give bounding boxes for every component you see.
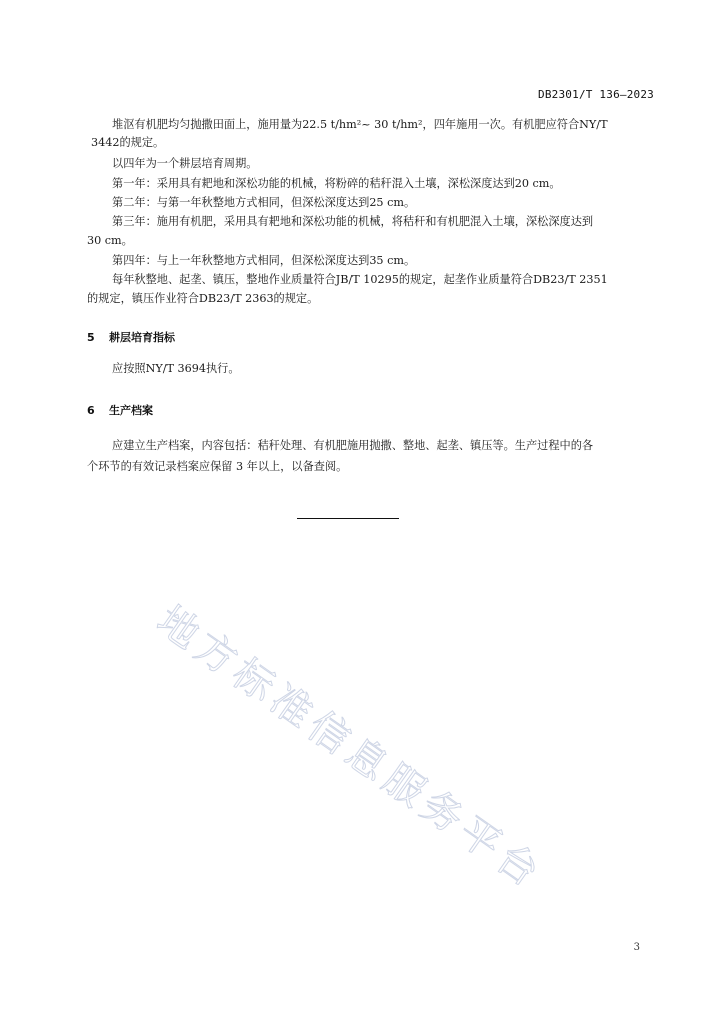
page-number: 3 xyxy=(633,942,640,953)
paragraph-line: 第四年：与上一年秋整地方式相同，但深松深度达到35 cm。 xyxy=(112,254,416,267)
paragraph-line: 每年秋整地、起垄、镇压，整地作业质量符合JB/T 10295的规定，起垄作业质量符合DB23/T 2351 xyxy=(112,273,608,286)
paragraph-line: 个环节的有效记录档案应保留 3 年以上，以备查阅。 xyxy=(87,460,348,473)
section-number: 6 xyxy=(87,404,95,417)
section-title: 生产档案 xyxy=(109,404,153,417)
document-code: DB2301/T 136—2023 xyxy=(538,88,654,101)
paragraph-line: 的规定，镇压作业符合DB23/T 2363的规定。 xyxy=(87,292,319,305)
section-number: 5 xyxy=(87,331,95,344)
section-heading-5 xyxy=(87,329,175,345)
paragraph-line: 30 cm。 xyxy=(87,234,133,247)
end-rule xyxy=(297,518,399,519)
section-heading-6 xyxy=(87,402,153,418)
paragraph-line: 第一年：采用具有耙地和深松功能的机械，将粉碎的秸秆混入土壤，深松深度达到20 cm。 xyxy=(112,177,561,190)
paragraph-line: 堆沤有机肥均匀抛撒田面上，施用量为22.5 t/hm²~ 30 t/hm²，四年施用一次。有机肥应符合NY/T xyxy=(112,118,608,131)
section-title: 耕层培育指标 xyxy=(109,331,175,344)
watermark: 地方标准信息服务平台 xyxy=(148,597,552,899)
paragraph-line: 3442的规定。 xyxy=(91,136,165,149)
paragraph-line: 应建立生产档案，内容包括：秸秆处理、有机肥施用抛撒、整地、起垄、镇压等。生产过程中的各 xyxy=(112,439,594,452)
paragraph-line: 第二年：与第一年秋整地方式相同，但深松深度达到25 cm。 xyxy=(112,196,416,209)
paragraph-line: 第三年：施用有机肥，采用具有耙地和深松功能的机械，将秸秆和有机肥混入土壤，深松深度达到 xyxy=(112,215,594,228)
paragraph-line: 应按照NY/T 3694执行。 xyxy=(112,362,240,375)
paragraph-line: 以四年为一个耕层培育周期。 xyxy=(112,157,258,170)
